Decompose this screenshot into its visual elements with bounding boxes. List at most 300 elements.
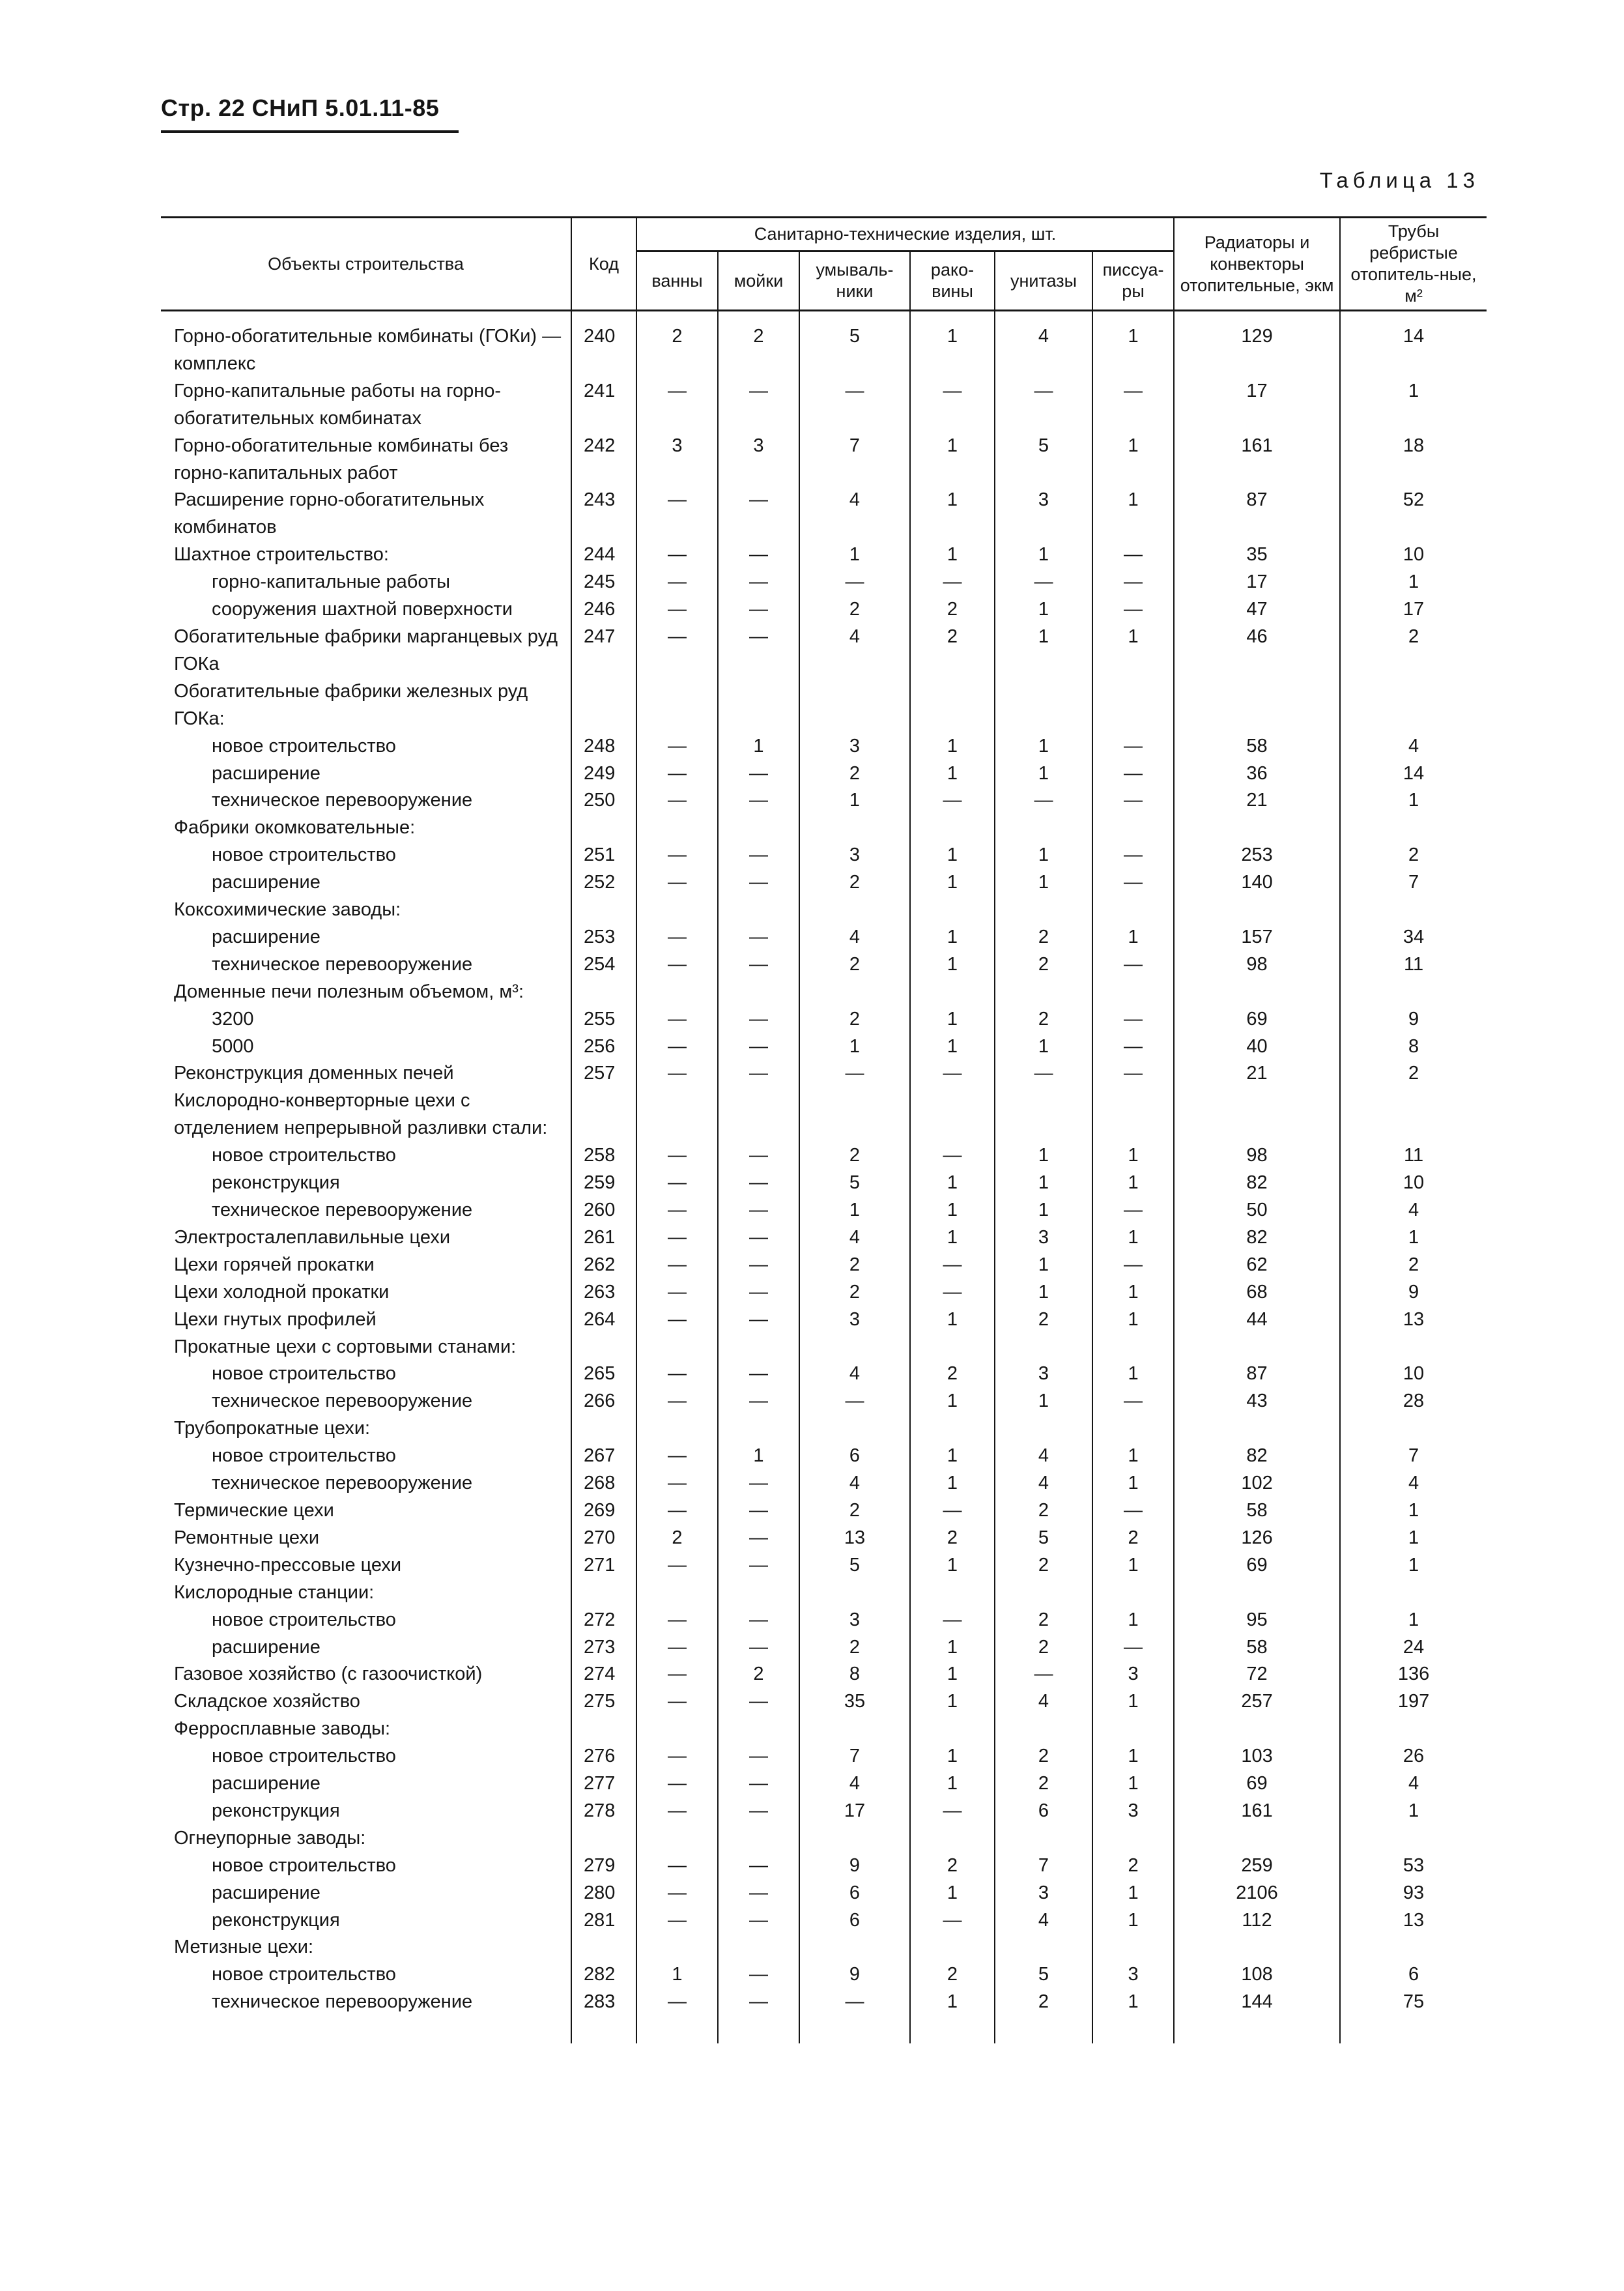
header-radiators: Радиаторы и конвекторы отопительные, экм [1174, 218, 1340, 311]
row-object-name: Ремонтные цехи [174, 1527, 320, 1548]
cell-washbasins [799, 1579, 910, 1607]
cell-radiators: 44 [1174, 1306, 1340, 1334]
cell-pipes: 26 [1340, 1743, 1487, 1770]
cell-toilets: 4 [995, 311, 1092, 378]
row-code: 251 [571, 842, 636, 869]
cell-sinks: — [718, 951, 799, 979]
cell-sinks: — [718, 1743, 799, 1770]
header-rule [161, 130, 459, 133]
cell-sinks: 2 [718, 1661, 799, 1688]
cell-pipes: 17 [1340, 596, 1487, 624]
row-code: 254 [571, 951, 636, 979]
table-bottom-spacer [161, 2016, 1487, 2043]
cell-urinals [1092, 1579, 1174, 1607]
cell-radiators [1174, 1934, 1340, 1961]
cell-sinks: — [718, 1961, 799, 1989]
cell-urinals [1092, 1088, 1174, 1142]
cell-basins: 2 [910, 1852, 995, 1880]
cell-pipes: 24 [1340, 1634, 1487, 1662]
row-code: 255 [571, 1006, 636, 1033]
cell-bathtubs [636, 814, 718, 842]
cell-urinals: — [1092, 378, 1174, 433]
cell-basins [910, 1825, 995, 1852]
table-row [161, 1361, 1487, 1388]
cell-toilets: 2 [995, 1497, 1092, 1525]
table-row [161, 1825, 1487, 1852]
cell-bathtubs [636, 897, 718, 924]
cell-bathtubs: — [636, 1170, 718, 1197]
cell-bathtubs [636, 1825, 718, 1852]
row-object-name: Реконструкция доменных печей [174, 1063, 454, 1084]
cell-bathtubs: — [636, 1688, 718, 1716]
cell-toilets: 1 [995, 733, 1092, 760]
cell-urinals: — [1092, 842, 1174, 869]
row-object-name: реконструкция [212, 1800, 340, 1821]
row-code: 253 [571, 924, 636, 951]
table-row [161, 1688, 1487, 1716]
cell-urinals [1092, 897, 1174, 924]
row-object-name: Горно-обогатительные комбинаты (ГОКи) — комплекс [174, 326, 562, 374]
row-code: 277 [571, 1770, 636, 1798]
row-code: 268 [571, 1470, 636, 1497]
cell-basins [910, 1934, 995, 1961]
row-code [571, 1088, 636, 1142]
table-row [161, 924, 1487, 951]
row-code [571, 1334, 636, 1361]
table-row [161, 541, 1487, 569]
table-row [161, 596, 1487, 624]
table-row [161, 1852, 1487, 1880]
cell-washbasins [799, 1716, 910, 1743]
cell-toilets: 1 [995, 1279, 1092, 1306]
cell-washbasins: 2 [799, 596, 910, 624]
row-code: 276 [571, 1743, 636, 1770]
cell-bathtubs: — [636, 624, 718, 678]
row-code: 242 [571, 433, 636, 487]
cell-pipes [1340, 1825, 1487, 1852]
row-object-name: техническое перевооружение [212, 1991, 473, 2013]
cell-urinals: — [1092, 1388, 1174, 1415]
cell-pipes: 1 [1340, 378, 1487, 433]
cell-sinks: — [718, 1197, 799, 1224]
cell-washbasins [799, 814, 910, 842]
cell-bathtubs: — [636, 869, 718, 897]
cell-toilets: 1 [995, 596, 1092, 624]
cell-urinals: 1 [1092, 1361, 1174, 1388]
cell-basins: 1 [910, 1989, 995, 2016]
cell-radiators [1174, 979, 1340, 1006]
spacer-cell [571, 2016, 636, 2043]
cell-pipes: 11 [1340, 951, 1487, 979]
table-row [161, 1907, 1487, 1935]
cell-toilets: 3 [995, 1880, 1092, 1907]
cell-basins [910, 1334, 995, 1361]
row-code [571, 897, 636, 924]
cell-sinks: — [718, 1006, 799, 1033]
cell-basins [910, 1415, 995, 1443]
row-code [571, 1415, 636, 1443]
table-row [161, 678, 1487, 733]
cell-pipes: 10 [1340, 1170, 1487, 1197]
table-row [161, 1607, 1487, 1634]
table-header [161, 218, 1487, 311]
cell-washbasins: 9 [799, 1852, 910, 1880]
cell-toilets: 1 [995, 1033, 1092, 1061]
cell-washbasins [799, 1934, 910, 1961]
cell-sinks: — [718, 1688, 799, 1716]
table-row [161, 624, 1487, 678]
row-code: 279 [571, 1852, 636, 1880]
row-code: 250 [571, 787, 636, 814]
row-code: 269 [571, 1497, 636, 1525]
table-row [161, 1470, 1487, 1497]
cell-urinals: — [1092, 1033, 1174, 1061]
cell-washbasins: 4 [799, 924, 910, 951]
cell-toilets: 1 [995, 760, 1092, 788]
cell-sinks [718, 1934, 799, 1961]
row-object-name: Обогатительные фабрики железных руд ГОКа: [174, 680, 528, 729]
row-object-name: расширение [212, 926, 321, 947]
cell-bathtubs: 2 [636, 1525, 718, 1552]
cell-toilets: — [995, 787, 1092, 814]
cell-basins: 1 [910, 951, 995, 979]
cell-basins: 1 [910, 1006, 995, 1033]
cell-basins: 1 [910, 760, 995, 788]
table-row [161, 1961, 1487, 1989]
table-row [161, 1443, 1487, 1470]
cell-urinals [1092, 1415, 1174, 1443]
cell-bathtubs: 3 [636, 433, 718, 487]
cell-bathtubs: 2 [636, 311, 718, 378]
cell-pipes: 8 [1340, 1033, 1487, 1061]
cell-basins: — [910, 787, 995, 814]
cell-pipes: 10 [1340, 1361, 1487, 1388]
cell-urinals: — [1092, 1060, 1174, 1088]
cell-washbasins: 2 [799, 1497, 910, 1525]
cell-bathtubs: — [636, 924, 718, 951]
table-row [161, 569, 1487, 596]
cell-washbasins: 3 [799, 733, 910, 760]
cell-toilets: 2 [995, 1306, 1092, 1334]
cell-pipes [1340, 1579, 1487, 1607]
row-code: 280 [571, 1880, 636, 1907]
table-row [161, 1279, 1487, 1306]
cell-toilets: 5 [995, 1525, 1092, 1552]
cell-washbasins [799, 1415, 910, 1443]
cell-urinals [1092, 1825, 1174, 1852]
cell-basins: 1 [910, 1224, 995, 1252]
cell-radiators: 82 [1174, 1170, 1340, 1197]
cell-pipes: 11 [1340, 1142, 1487, 1170]
cell-urinals: 3 [1092, 1661, 1174, 1688]
row-code: 282 [571, 1961, 636, 1989]
row-object-name: Горно-обогатительные комбинаты без горно-капитальных работ [174, 435, 509, 483]
cell-sinks: — [718, 1852, 799, 1880]
row-object-name: Термические цехи [174, 1499, 334, 1521]
cell-urinals: — [1092, 569, 1174, 596]
table-row [161, 1224, 1487, 1252]
spacer-cell [1092, 2016, 1174, 2043]
row-object-name: Газовое хозяйство (с газоочисткой) [174, 1664, 483, 1685]
cell-toilets: 4 [995, 1470, 1092, 1497]
cell-urinals: 3 [1092, 1798, 1174, 1825]
cell-toilets: 1 [995, 1170, 1092, 1197]
row-object-name: расширение [212, 872, 321, 893]
row-code: 262 [571, 1252, 636, 1279]
row-code: 256 [571, 1033, 636, 1061]
cell-bathtubs: — [636, 1552, 718, 1579]
cell-toilets [995, 979, 1092, 1006]
row-object-name: Кислородные станции: [174, 1581, 375, 1603]
row-object-name: Цехи холодной прокатки [174, 1281, 390, 1303]
cell-pipes: 14 [1340, 311, 1487, 378]
header-pipes: Трубы ребристые отопитель-ные, м² [1340, 218, 1487, 311]
table-row [161, 1798, 1487, 1825]
cell-radiators: 103 [1174, 1743, 1340, 1770]
row-object-name: техническое перевооружение [212, 953, 473, 975]
cell-toilets: 1 [995, 1388, 1092, 1415]
row-code: 240 [571, 311, 636, 378]
cell-pipes: 4 [1340, 1770, 1487, 1798]
cell-urinals: — [1092, 1006, 1174, 1033]
row-object-name: новое строительство [212, 1609, 396, 1630]
row-code: 245 [571, 569, 636, 596]
cell-bathtubs [636, 1579, 718, 1607]
table-row [161, 487, 1487, 541]
row-object-name: Доменные печи полезным объемом, м³: [174, 981, 524, 1002]
cell-urinals: — [1092, 1252, 1174, 1279]
row-code: 259 [571, 1170, 636, 1197]
cell-washbasins: 35 [799, 1688, 910, 1716]
table-row [161, 1525, 1487, 1552]
cell-urinals [1092, 1334, 1174, 1361]
cell-radiators: 62 [1174, 1252, 1340, 1279]
cell-sinks: — [718, 787, 799, 814]
cell-urinals [1092, 1934, 1174, 1961]
cell-bathtubs: — [636, 1279, 718, 1306]
cell-sinks: — [718, 1552, 799, 1579]
cell-basins: 1 [910, 733, 995, 760]
cell-toilets: — [995, 1060, 1092, 1088]
cell-urinals: — [1092, 869, 1174, 897]
cell-urinals: 1 [1092, 487, 1174, 541]
cell-washbasins: 2 [799, 869, 910, 897]
header-bathtubs: ванны [636, 252, 718, 311]
row-code: 283 [571, 1989, 636, 2016]
cell-sinks: 1 [718, 733, 799, 760]
cell-washbasins: — [799, 1989, 910, 2016]
cell-toilets: 2 [995, 1552, 1092, 1579]
row-object-name: расширение [212, 762, 321, 784]
cell-urinals: 1 [1092, 1470, 1174, 1497]
row-object-name: горно-капитальные работы [212, 571, 450, 593]
spacer-cell [1174, 2016, 1340, 2043]
cell-sinks: — [718, 487, 799, 541]
cell-pipes: 2 [1340, 1252, 1487, 1279]
cell-basins: — [910, 1798, 995, 1825]
row-object-name: Цехи горячей прокатки [174, 1254, 375, 1275]
row-object-name: Горно-капитальные работы на горно-обогатительных комбинатах [174, 380, 502, 429]
cell-washbasins: 3 [799, 1607, 910, 1634]
cell-urinals: 1 [1092, 1743, 1174, 1770]
cell-toilets: — [995, 378, 1092, 433]
cell-radiators: 157 [1174, 924, 1340, 951]
table-row [161, 1197, 1487, 1224]
table-row [161, 1770, 1487, 1798]
row-code [571, 678, 636, 733]
cell-toilets: 1 [995, 541, 1092, 569]
row-code: 263 [571, 1279, 636, 1306]
cell-pipes: 52 [1340, 487, 1487, 541]
cell-radiators: 102 [1174, 1470, 1340, 1497]
row-code: 257 [571, 1060, 636, 1088]
cell-bathtubs: — [636, 378, 718, 433]
cell-radiators [1174, 897, 1340, 924]
header-toilets: унитазы [995, 252, 1092, 311]
row-code [571, 979, 636, 1006]
cell-pipes: 197 [1340, 1688, 1487, 1716]
cell-washbasins: 6 [799, 1880, 910, 1907]
cell-sinks: — [718, 1770, 799, 1798]
page-header: Стр. 22 СНиП 5.01.11-85 [161, 94, 440, 121]
row-code [571, 1716, 636, 1743]
cell-pipes [1340, 897, 1487, 924]
cell-radiators: 69 [1174, 1552, 1340, 1579]
cell-urinals: 1 [1092, 1688, 1174, 1716]
table-row [161, 979, 1487, 1006]
cell-radiators: 17 [1174, 378, 1340, 433]
table-row [161, 1989, 1487, 2016]
cell-radiators [1174, 1088, 1340, 1142]
cell-toilets: 3 [995, 1224, 1092, 1252]
table-caption: Таблица 13 [1319, 168, 1479, 192]
cell-radiators [1174, 1825, 1340, 1852]
cell-basins: 1 [910, 311, 995, 378]
row-object-name: Прокатные цехи с сортовыми станами: [174, 1336, 517, 1357]
cell-washbasins: 9 [799, 1961, 910, 1989]
cell-basins: 1 [910, 842, 995, 869]
spacer-cell [995, 2016, 1092, 2043]
cell-basins: — [910, 569, 995, 596]
cell-bathtubs [636, 678, 718, 733]
cell-pipes: 1 [1340, 787, 1487, 814]
cell-pipes: 6 [1340, 1961, 1487, 1989]
cell-basins: 1 [910, 1634, 995, 1662]
cell-radiators: 69 [1174, 1770, 1340, 1798]
cell-sinks: — [718, 1525, 799, 1552]
cell-basins: — [910, 378, 995, 433]
table-row [161, 1934, 1487, 1961]
row-object-name: 5000 [212, 1035, 254, 1057]
cell-washbasins: 17 [799, 1798, 910, 1825]
row-code: 265 [571, 1361, 636, 1388]
cell-basins: — [910, 1907, 995, 1935]
cell-pipes [1340, 1334, 1487, 1361]
cell-sinks: — [718, 596, 799, 624]
row-code: 272 [571, 1607, 636, 1634]
table-row [161, 1306, 1487, 1334]
cell-sinks: — [718, 760, 799, 788]
cell-bathtubs: — [636, 541, 718, 569]
row-object-name: Электросталеплавильные цехи [174, 1226, 451, 1248]
row-object-name: новое строительство [212, 1964, 396, 1985]
table-row [161, 1060, 1487, 1088]
cell-toilets: 3 [995, 1361, 1092, 1388]
cell-radiators: 35 [1174, 541, 1340, 569]
cell-sinks [718, 678, 799, 733]
cell-urinals: 2 [1092, 1525, 1174, 1552]
table-row [161, 1716, 1487, 1743]
cell-basins: — [910, 1497, 995, 1525]
cell-pipes: 34 [1340, 924, 1487, 951]
cell-washbasins: 2 [799, 1252, 910, 1279]
cell-toilets [995, 897, 1092, 924]
cell-radiators: 40 [1174, 1033, 1340, 1061]
cell-toilets: 1 [995, 624, 1092, 678]
cell-radiators: 87 [1174, 1361, 1340, 1388]
cell-basins: 1 [910, 924, 995, 951]
cell-sinks: — [718, 1224, 799, 1252]
cell-toilets: 6 [995, 1798, 1092, 1825]
cell-basins: — [910, 1607, 995, 1634]
table-row [161, 733, 1487, 760]
table-row [161, 787, 1487, 814]
row-code: 247 [571, 624, 636, 678]
cell-radiators: 98 [1174, 1142, 1340, 1170]
cell-washbasins [799, 979, 910, 1006]
cell-pipes: 13 [1340, 1306, 1487, 1334]
cell-bathtubs [636, 1415, 718, 1443]
row-code: 267 [571, 1443, 636, 1470]
row-object-name: Кузнечно-прессовые цехи [174, 1554, 402, 1576]
table-row [161, 1170, 1487, 1197]
cell-sinks: — [718, 569, 799, 596]
cell-toilets [995, 1716, 1092, 1743]
cell-bathtubs: — [636, 1006, 718, 1033]
cell-bathtubs [636, 1088, 718, 1142]
spacer-cell [799, 2016, 910, 2043]
row-object-name: новое строительство [212, 1363, 396, 1385]
cell-urinals: — [1092, 1497, 1174, 1525]
table-row [161, 1006, 1487, 1033]
cell-washbasins: — [799, 378, 910, 433]
cell-urinals: 1 [1092, 1770, 1174, 1798]
cell-radiators: 161 [1174, 1798, 1340, 1825]
cell-washbasins: 6 [799, 1443, 910, 1470]
cell-toilets [995, 1934, 1092, 1961]
cell-pipes [1340, 1088, 1487, 1142]
cell-sinks: — [718, 869, 799, 897]
cell-washbasins: 1 [799, 787, 910, 814]
cell-sinks: — [718, 1497, 799, 1525]
cell-urinals [1092, 678, 1174, 733]
header-code: Код [571, 218, 636, 311]
table-row [161, 869, 1487, 897]
row-object-name: Коксохимические заводы: [174, 899, 401, 921]
cell-urinals: — [1092, 541, 1174, 569]
cell-sinks [718, 897, 799, 924]
cell-pipes: 4 [1340, 1197, 1487, 1224]
cell-pipes: 4 [1340, 733, 1487, 760]
row-object-name: Цехи гнутых профилей [174, 1308, 377, 1330]
cell-toilets: 4 [995, 1688, 1092, 1716]
cell-toilets [995, 1088, 1092, 1142]
row-object-name: новое строительство [212, 844, 396, 866]
cell-pipes: 14 [1340, 760, 1487, 788]
cell-pipes: 7 [1340, 1443, 1487, 1470]
row-code: 261 [571, 1224, 636, 1252]
cell-radiators: 43 [1174, 1388, 1340, 1415]
